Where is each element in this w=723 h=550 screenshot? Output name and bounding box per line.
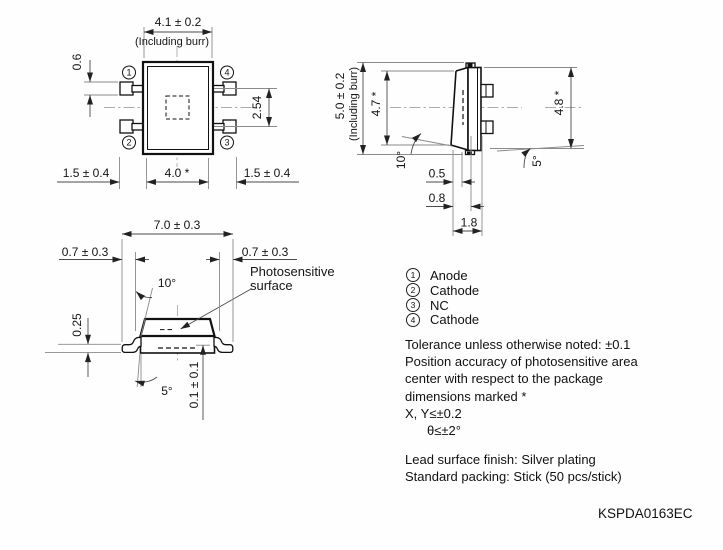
dim-lead-length-left: 1.5 ± 0.4 xyxy=(62,166,110,180)
dim-height-burr-note: (Including burr) xyxy=(348,67,360,141)
dim-lead-pitch: 2.54 xyxy=(250,95,264,120)
dim-body-height: 4.7 * xyxy=(369,91,383,117)
pin1-label: Anode xyxy=(430,267,468,283)
front-view-body xyxy=(122,319,233,353)
dim-lead-width: 0.6 xyxy=(70,53,84,71)
dim-foot-right: 0.7 ± 0.3 xyxy=(241,245,289,259)
pin1-balloon-number: 1 xyxy=(126,67,132,78)
dim-b-label: 0.8 xyxy=(428,191,446,205)
side-view xyxy=(333,63,584,237)
photosensitive-leader-line xyxy=(181,289,252,329)
note-xy-tolerance: X, Y≤±0.2 xyxy=(405,405,462,421)
pin4-circle-icon: 4 xyxy=(406,313,420,327)
angle-lead-side: 5° xyxy=(530,155,544,167)
tolerance-notes xyxy=(405,336,638,439)
pin4-balloon-number: 4 xyxy=(224,67,230,78)
pin4-label: Cathode xyxy=(430,312,480,328)
pin3-label: NC xyxy=(430,297,449,313)
dim-width-including-burr: 4.1 ± 0.2 xyxy=(154,15,202,29)
legend-row-cathode-4 xyxy=(406,312,479,327)
side-view-body xyxy=(451,63,493,155)
angle-draft-front: 10° xyxy=(157,276,177,290)
pin2-balloon-number: 2 xyxy=(126,137,132,148)
dim-height-including-burr: 5.0 ± 0.2 xyxy=(333,72,347,120)
legend-row-nc xyxy=(406,298,479,313)
front-view xyxy=(45,218,335,420)
document-code: KSPDA0163EC xyxy=(598,506,693,521)
pin-legend xyxy=(406,268,479,327)
legend-row-anode xyxy=(406,268,479,283)
pin3-circle-icon: 3 xyxy=(406,298,420,312)
dim-width-burr-note: (Including burr) xyxy=(135,36,209,48)
note-position-accuracy-3: dimensions marked * xyxy=(405,388,527,404)
dim-overall-height: 4.8 * xyxy=(552,90,566,116)
front-view-extension-lines xyxy=(45,239,233,387)
dim-lead-length-right: 1.5 ± 0.4 xyxy=(243,166,291,180)
angle-draft-side: 10° xyxy=(394,150,408,170)
note-theta-tolerance: θ≤±2° xyxy=(427,423,461,439)
photosensitive-label-line2: surface xyxy=(250,278,293,293)
lead-finish-note: Lead surface finish: Silver plating xyxy=(405,452,596,467)
photosensitive-label-line1: Photosensitive xyxy=(250,264,335,279)
note-position-accuracy-2: center with respect to the package xyxy=(405,371,604,387)
angle-lead-front: 5° xyxy=(161,384,173,398)
pin2-label: Cathode xyxy=(430,282,480,298)
note-tolerance: Tolerance unless otherwise noted: ±0.1 xyxy=(405,337,631,352)
pin3-balloon-number: 3 xyxy=(224,137,230,148)
dim-foot-left: 0.7 ± 0.3 xyxy=(61,245,109,259)
dim-body-width: 4.0 * xyxy=(164,166,190,180)
dim-c-label: 1.8 xyxy=(460,215,478,230)
standard-packing-note: Standard packing: Stick (50 pcs/stick) xyxy=(405,469,622,485)
legend-row-cathode-2 xyxy=(406,283,479,298)
package-body-outline xyxy=(143,62,213,154)
dim-overall-width: 7.0 ± 0.3 xyxy=(153,218,201,232)
packing-info xyxy=(405,451,622,485)
pin2-circle-icon: 2 xyxy=(406,283,420,297)
dim-standoff: 0.1 ± 0.1 xyxy=(187,361,201,409)
dim-lead-thickness: 0.25 xyxy=(70,313,84,337)
pin1-circle-icon: 1 xyxy=(406,268,420,282)
dim-a-label: 0.5 xyxy=(428,166,446,181)
top-view xyxy=(57,15,299,189)
note-position-accuracy-1: Position accuracy of photosensitive area xyxy=(405,354,638,370)
